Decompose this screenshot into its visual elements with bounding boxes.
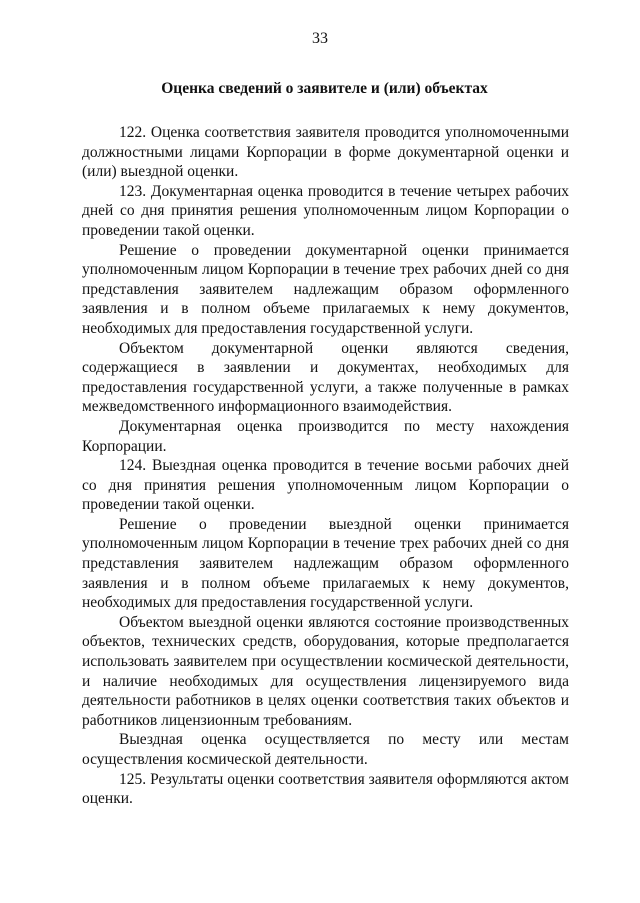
paragraph-122: 122. Оценка соответствия заявителя проводится уполномоченными должностными лицами Корпорации в форме документарной оценки и (или) выездной оценки. bbox=[82, 124, 569, 181]
paragraph-124-location: Выездная оценка осуществляется по месту или местам осуществления космической деятельности. bbox=[82, 731, 569, 768]
paragraph-124-object: Объектом выездной оценки являются состояние производственных объектов, технических средств, оборудования, которые предполагается использовать заявителем при осуществлении космической деятельности, и наличие необходимых для осуществления лицензируемого вида деятельности работников в целях оценки соответствия таких объектов и работников лицензионным требованиям. bbox=[82, 613, 569, 729]
paragraph-123-decision: Решение о проведении документарной оценки принимается уполномоченным лицом Корпорации в течение трех рабочих дней со дня представления заявителем надлежащим образом оформленного заявления и в полном объеме прилагаемых к нему документов, необходимых для предоставления государственной услуги. bbox=[82, 241, 569, 337]
body-text bbox=[82, 123, 569, 809]
page-number: 33 bbox=[312, 30, 328, 47]
paragraph-123-location: Документарная оценка производится по месту нахождения Корпорации. bbox=[82, 417, 569, 455]
paragraph-123: 123. Документарная оценка проводится в течение четырех рабочих дней со дня принятия решения уполномоченным лицом Корпорации о проведении такой оценки. bbox=[82, 182, 569, 239]
paragraph-124-decision: Решение о проведении выездной оценки принимается уполномоченным лицом Корпорации в течение трех рабочих дней со дня представления заявителем надлежащим образом оформленного заявления и в полном объеме прилагаемых к нему документов, необходимых для предоставления государственной услуги. bbox=[82, 515, 569, 612]
paragraph-124: 124. Выездная оценка проводится в течение восьми рабочих дней со дня принятия решения уполномоченным лицом Корпорации о проведении такой оценки. bbox=[82, 457, 569, 514]
paragraph-125: 125. Результаты оценки соответствия заявителя оформляются актом оценки. bbox=[82, 770, 569, 808]
section-title: Оценка сведений о заявителе и (или) объектах bbox=[161, 80, 488, 97]
paragraph-123-object: Объектом документарной оценки являются сведения, содержащиеся в заявлении и документах, необходимых для предоставления государственной услуги, а также полученные в рамках межведомственного информационного взаимодействия. bbox=[82, 339, 569, 416]
